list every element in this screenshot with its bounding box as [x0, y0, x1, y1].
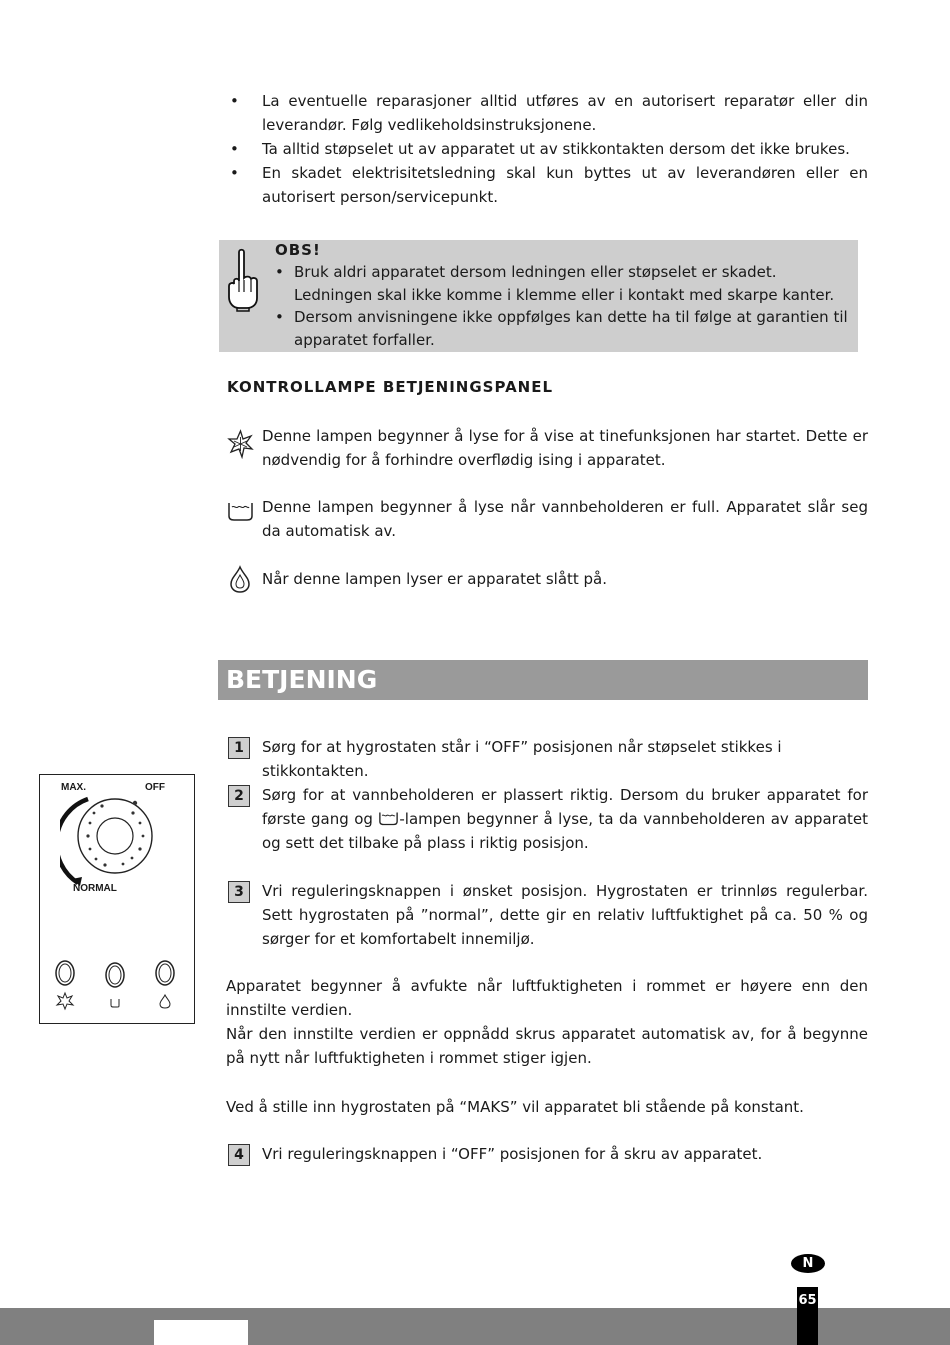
- bullet-dot: •: [230, 92, 239, 110]
- bullet-dot: •: [230, 140, 239, 158]
- footer-tab: [154, 1320, 248, 1345]
- section-title-bar: [218, 660, 868, 700]
- max-label: MAX.: [61, 782, 86, 793]
- bullet-text: La eventuelle reparasjoner alltid utføres av en autorisert reparatør eller din leverandør. Følg vedlikeholdsinstruksjonene.: [262, 92, 868, 134]
- bullet-dot: •: [230, 164, 239, 182]
- obs-title: OBS!: [275, 241, 321, 259]
- body-paragraph: Apparatet begynner å avfukte når luftfuktigheten i rommet er høyere enn den innstilte verdien.: [226, 977, 868, 1019]
- language-badge: N: [791, 1254, 825, 1273]
- step-text: Sørg for at hygrostaten står i “OFF” posisjonen når støpselet stikkes i stikkontakten.: [262, 738, 782, 780]
- page-number: 65: [798, 1293, 817, 1308]
- obs-item: Bruk aldri apparatet dersom ledningen eller støpselet er skadet. Ledningen skal ikke komme i klemme eller i kontakt med skarpe kanter.: [294, 263, 835, 304]
- defrost-star-icon: [227, 429, 254, 459]
- hygrostat-dial: [60, 791, 170, 891]
- water-tank-icon: [378, 811, 399, 826]
- obs-notice-box: [219, 240, 858, 352]
- step-text-part: Sørg for at vannbeholderen er plassert riktig. Dersom du bruker apparatet for første gang og: [262, 786, 868, 828]
- step-text-part: -lampen begynner å lyse, ta da vannbeholderen av apparatet og sett det tilbake på plass i riktig posisjon.: [262, 810, 868, 852]
- bullet-text: En skadet elektrisitetsledning skal kun byttes ut av leverandøren eller en autorisert person/servicepunkt.: [262, 164, 868, 206]
- step-text: [262, 783, 868, 855]
- lamp-description: Denne lampen begynner å lyse for å vise at tinefunksjonen har startet. Dette er nødvendig for å forhindre overflødig ising i apparatet.: [262, 427, 868, 469]
- step-number: 2: [228, 785, 250, 807]
- body-paragraph: Ved å stille inn hygrostaten på “MAKS” vil apparatet bli stående på konstant.: [226, 1098, 804, 1116]
- body-paragraph: Når den innstilte verdien er oppnådd skrus apparatet automatisk av, for å begynne på nytt når luftfuktigheten i rommet stiger igjen.: [226, 1025, 868, 1067]
- obs-item: Dersom anvisningene ikke oppfølges kan dette ha til følge at garantien til apparatet forfaller.: [294, 308, 848, 349]
- bullet-dot: •: [275, 308, 284, 326]
- section-title: BETJENING: [226, 665, 378, 694]
- step-number: 1: [228, 737, 250, 759]
- control-panel-illustration: [39, 774, 195, 1024]
- normal-label: NORMAL: [73, 883, 117, 894]
- step-text: Vri reguleringsknappen i “OFF” posisjonen for å skru av apparatet.: [262, 1145, 763, 1163]
- bullet-dot: •: [275, 263, 284, 281]
- step-number: 3: [228, 881, 250, 903]
- control-heading: KONTROLLAMPE BETJENINGSPANEL: [227, 378, 554, 396]
- water-drop-icon: [229, 565, 251, 594]
- page-number-box: [797, 1287, 818, 1345]
- off-label: OFF: [145, 782, 165, 793]
- step-number: 4: [228, 1144, 250, 1166]
- bullet-text: Ta alltid støpselet ut av apparatet ut av stikkontakten dersom det ikke brukes.: [262, 140, 850, 158]
- step-text: Vri reguleringsknappen i ønsket posisjon. Hygrostaten er trinnløs regulerbar. Sett hygrostaten på ”normal”, dette gir en relativ luftfuktighet på ca. 50 % og sørger for et komfortabelt innemiljø.: [262, 882, 868, 948]
- pointing-hand-icon: [225, 248, 259, 312]
- lamp-description: Denne lampen begynner å lyse når vannbeholderen er full. Apparatet slår seg da automatisk av.: [262, 498, 868, 540]
- panel-lamps: [54, 959, 184, 1011]
- water-tank-icon: [227, 500, 254, 522]
- lamp-description: Når denne lampen lyser er apparatet slått på.: [262, 570, 608, 588]
